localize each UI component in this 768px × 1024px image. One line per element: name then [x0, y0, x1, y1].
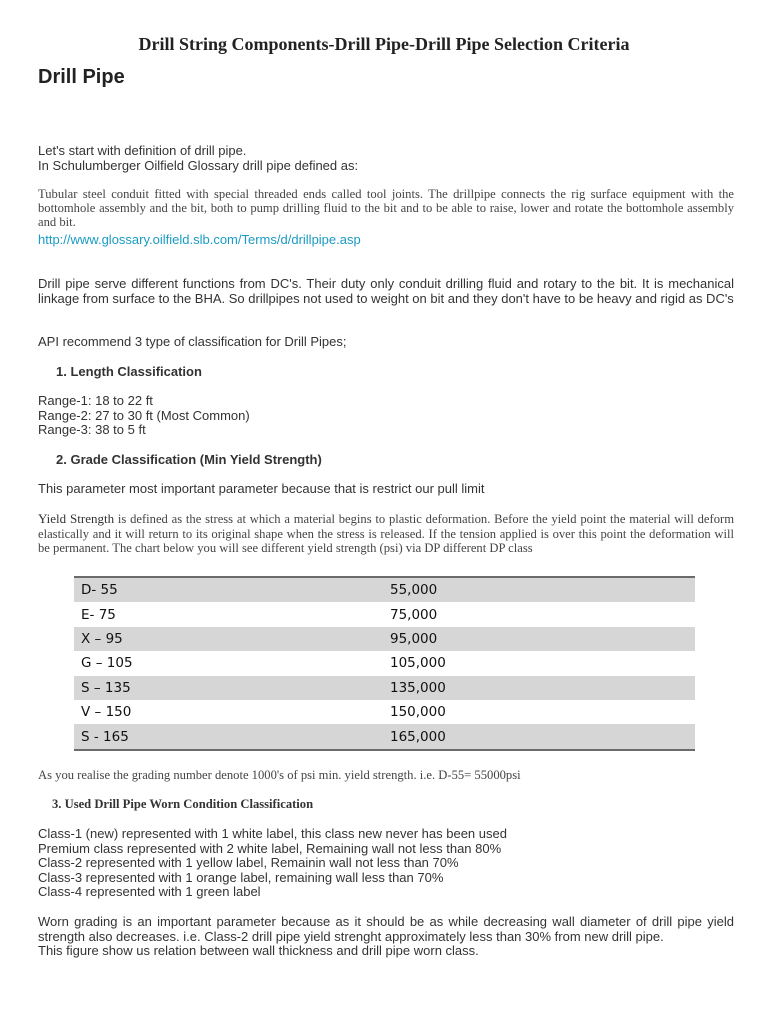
function-paragraph: Drill pipe serve different functions from DC's. Their duty only conduit drilling fluid and rotary to the bit. It is mechanical linkage from surface to the BHA. So drillpipes not used to weight on bit and they don't have to be heavy and rigid as DC's — [38, 276, 734, 306]
figure-caption-line: This figure show us relation between wall thickness and drill pipe worn class. — [38, 943, 479, 958]
list-item: Class-3 represented with 1 orange label, remaining wall less than 70% — [38, 869, 444, 885]
list-item: Range-1: 18 to 22 ft — [38, 393, 153, 408]
glossary-link[interactable]: http://www.glossary.oilfield.slb.com/Terms/d/drillpipe.asp — [38, 232, 361, 247]
list-item: Class-4 represented with 1 green label — [38, 884, 261, 899]
grade-cell: S – 135 — [74, 676, 383, 700]
table-row — [74, 602, 695, 626]
grade-cell: G – 105 — [74, 651, 383, 675]
table-row — [74, 676, 695, 700]
api-line: API recommend 3 type of classification for Drill Pipes; — [38, 334, 347, 349]
worn-grading-paragraph: Worn grading is an important parameter because as it should be as while decreasing wall diameter of drill pipe yield strength also decreases. i.e. Class-2 drill pipe yield strenght approximately less than 30% from new drill pipe. — [38, 914, 734, 944]
page-heading: Drill Pipe — [38, 66, 125, 88]
list-item: Class-1 (new) represented with 1 white label, this class new never has been used — [38, 826, 507, 841]
grade-cell: V – 150 — [74, 700, 383, 724]
list-item: Range-3: 38 to 5 ft — [38, 422, 146, 437]
grade-cell: D- 55 — [74, 578, 383, 602]
table-row — [74, 700, 695, 724]
length-classification-list — [38, 394, 250, 438]
intro-block — [38, 144, 358, 173]
yield-strength-term: Yield Strength — [38, 511, 115, 526]
grade-cell: X – 95 — [74, 627, 383, 651]
yield-strength-table — [74, 576, 695, 751]
yield-strength-definition: is defined as the stress at which a material begins to plastic deformation. Before the yield point the material will deform elastically and it will return to its original shape when the stress is released. If the tension applied is over this point the deformation will be permanent. The chart below you will see different yield strength (psi) via DP different DP class — [38, 512, 734, 555]
grade-intro: This parameter most important parameter because that is restrict our pull limit — [38, 481, 485, 496]
strength-cell: 55,000 — [383, 578, 695, 602]
grade-cell: E- 75 — [74, 602, 383, 626]
list-item: Range-2: 27 to 30 ft (Most Common) — [38, 407, 250, 423]
strength-cell: 95,000 — [383, 627, 695, 651]
worn-classification-list — [38, 827, 507, 900]
list-item: Premium class represented with 2 white label, Remaining wall not less than 80% — [38, 840, 502, 856]
length-classification-heading: 1. Length Classification — [56, 364, 202, 379]
intro-line-2: In Schulumberger Oilfield Glossary drill pipe defined as: — [38, 157, 359, 173]
table-row — [74, 724, 695, 748]
table-row — [74, 578, 695, 602]
table-row — [74, 651, 695, 675]
strength-cell: 75,000 — [383, 602, 695, 626]
list-item: Class-2 represented with 1 yellow label, Remainin wall not less than 70% — [38, 855, 459, 870]
strength-cell: 165,000 — [383, 724, 695, 748]
yield-strength-paragraph — [38, 512, 734, 555]
grade-cell: S - 165 — [74, 724, 383, 748]
table-row — [74, 627, 695, 651]
grade-classification-heading: 2. Grade Classification (Min Yield Strength) — [56, 452, 322, 467]
table-note: As you realise the grading number denote 1000's of psi min. yield strength. i.e. D-55= 55000psi — [38, 768, 521, 782]
strength-cell: 150,000 — [383, 700, 695, 724]
document-title: Drill String Components-Drill Pipe-Drill Pipe Selection Criteria — [138, 34, 630, 54]
glossary-definition: Tubular steel conduit fitted with special threaded ends called tool joints. The drillpipe connects the rig surface equipment with the bottomhole assembly and the bit, both to pump drilling fluid to the bit and to be able to raise, lower and rotate the bottomhole assembly and bit. — [38, 187, 734, 229]
worn-classification-heading: 3. Used Drill Pipe Worn Condition Classification — [52, 797, 314, 811]
intro-line-1: Let's start with definition of drill pipe. — [38, 143, 247, 158]
strength-cell: 135,000 — [383, 676, 695, 700]
strength-cell: 105,000 — [383, 651, 695, 675]
